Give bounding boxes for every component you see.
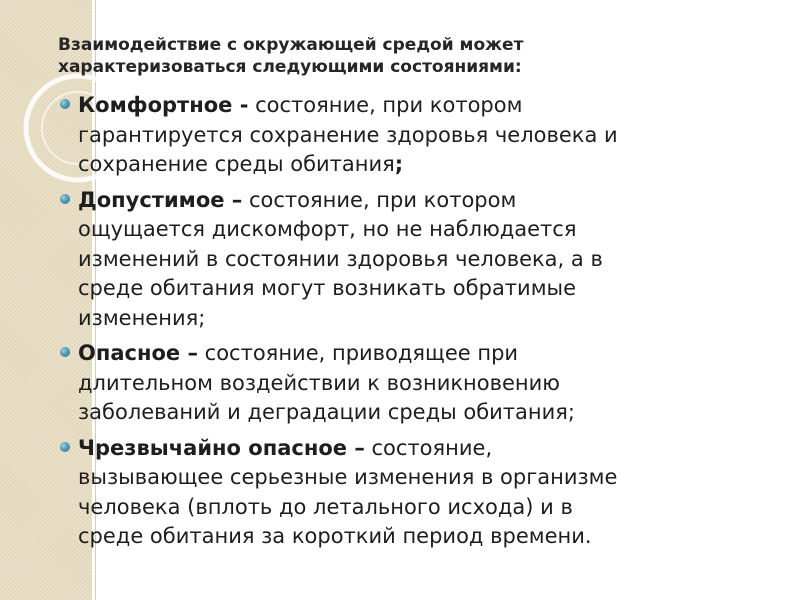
heading-line-1: Взаимодействие с окружающей средой может bbox=[58, 35, 524, 55]
item-text: состояние, bbox=[364, 435, 493, 460]
bullet-icon bbox=[60, 347, 70, 357]
item-text: состояние, при котором bbox=[248, 93, 523, 117]
item-line bbox=[78, 91, 750, 121]
slide-heading bbox=[58, 34, 758, 78]
states-list bbox=[60, 91, 750, 558]
item-line: заболеваний и деградации среды обитания; bbox=[78, 400, 575, 424]
item-term: Комфортное - bbox=[78, 93, 249, 117]
item-line: ощущается дискомфорт, но не наблюдается bbox=[78, 217, 577, 241]
list-item-dangerous bbox=[60, 339, 750, 428]
item-text: состояние, приводящее при bbox=[197, 341, 519, 365]
item-line bbox=[78, 150, 750, 180]
heading-line-2: характеризоваться следующими состояниями: bbox=[58, 57, 522, 77]
list-item-acceptable bbox=[60, 186, 750, 334]
item-line: длительном воздействии к возникновению bbox=[78, 370, 560, 395]
bullet-icon bbox=[60, 442, 70, 452]
item-line bbox=[78, 339, 750, 369]
list-item-comfortable bbox=[60, 91, 750, 180]
item-line: среде обитания за короткий период времени. bbox=[78, 524, 592, 548]
item-line: среде обитания могут возникать обратимые bbox=[78, 276, 577, 300]
item-suffix: ; bbox=[394, 152, 404, 176]
item-line bbox=[78, 186, 750, 216]
item-text: состояние, при котором bbox=[242, 187, 517, 212]
bullet-icon bbox=[60, 99, 70, 109]
item-line: вызывающее серьезные изменения в организме bbox=[78, 465, 618, 489]
item-line bbox=[78, 434, 750, 464]
item-term: Опасное – bbox=[78, 341, 198, 365]
item-text: сохранение среды обитания bbox=[78, 152, 395, 176]
item-term: Допустимое – bbox=[78, 187, 243, 212]
item-line: гарантируется сохранение здоровья человека и bbox=[78, 122, 618, 147]
bullet-icon bbox=[60, 194, 70, 204]
item-line: человека (вплоть до летального исхода) и в bbox=[78, 494, 573, 519]
item-line: изменений в состоянии здоровья человека, а в bbox=[78, 246, 603, 271]
item-line: изменения; bbox=[78, 305, 206, 330]
item-term: Чрезвычайно опасное – bbox=[78, 435, 365, 460]
list-item-extremely-dangerous bbox=[60, 434, 750, 552]
